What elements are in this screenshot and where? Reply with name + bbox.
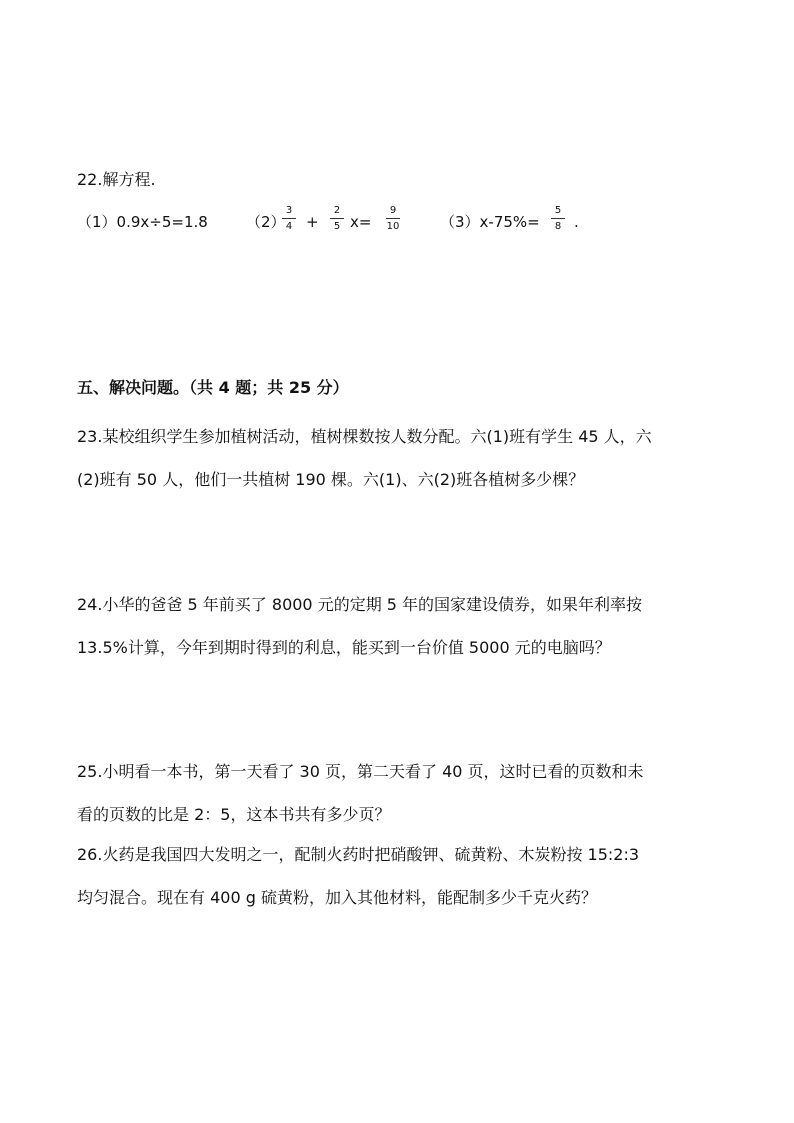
q22-eq3-fraction: 5 8	[547, 205, 569, 232]
q22-title: 22.解方程.	[77, 170, 156, 189]
q25-line-1: 25.小明看一本书，第一天看了 30 页，第二天看了 40 页，这时已看的页数和未	[77, 762, 644, 781]
q26-line-2: 均匀混合。现在有 400 g 硫黄粉，加入其他材料，能配制多少千克火药？	[77, 888, 597, 907]
q22-eq2-fraction-3: 9 10	[386, 205, 400, 232]
q23-line-1: 23.某校组织学生参加植树活动，植树棵数按人数分配。六(1)班有学生 45 人，六	[77, 427, 652, 446]
q24-line-1: 24.小华的爸爸 5 年前买了 8000 元的定期 5 年的国家建设债券，如果年利率按	[77, 595, 643, 614]
q22-eq3-end: .	[574, 213, 579, 231]
q22-eq2-fraction-2: 2 5	[326, 205, 348, 232]
q22-eq2-plus: +	[306, 213, 319, 231]
q26-line-1: 26.火药是我国四大发明之一，配制火药时把硝酸钾、硫黄粉、木炭粉按 15:2:3	[77, 845, 640, 864]
section-5-heading: 五、解决问题。（共 4 题；共 25 分）	[77, 378, 349, 397]
q22-eq2-fraction-1: 3 4	[278, 205, 300, 232]
q22-eq2-x: x=	[350, 213, 372, 231]
q25-line-2: 看的页数的比是 2：5，这本书共有多少页？	[77, 805, 391, 824]
q23-line-2: (2)班有 50 人，他们一共植树 190 棵。六(1)、六(2)班各植树多少棵？	[77, 470, 585, 489]
q24-line-2: 13.5%计算，今年到期时得到的利息，能买到一台价值 5000 元的电脑吗？	[77, 638, 611, 657]
q22-eq3-prefix: （3）x-75%=	[440, 213, 540, 231]
q22-eq2-prefix: （2）	[246, 213, 286, 231]
q22-equation-1: （1）0.9x÷5=1.8	[77, 213, 208, 231]
